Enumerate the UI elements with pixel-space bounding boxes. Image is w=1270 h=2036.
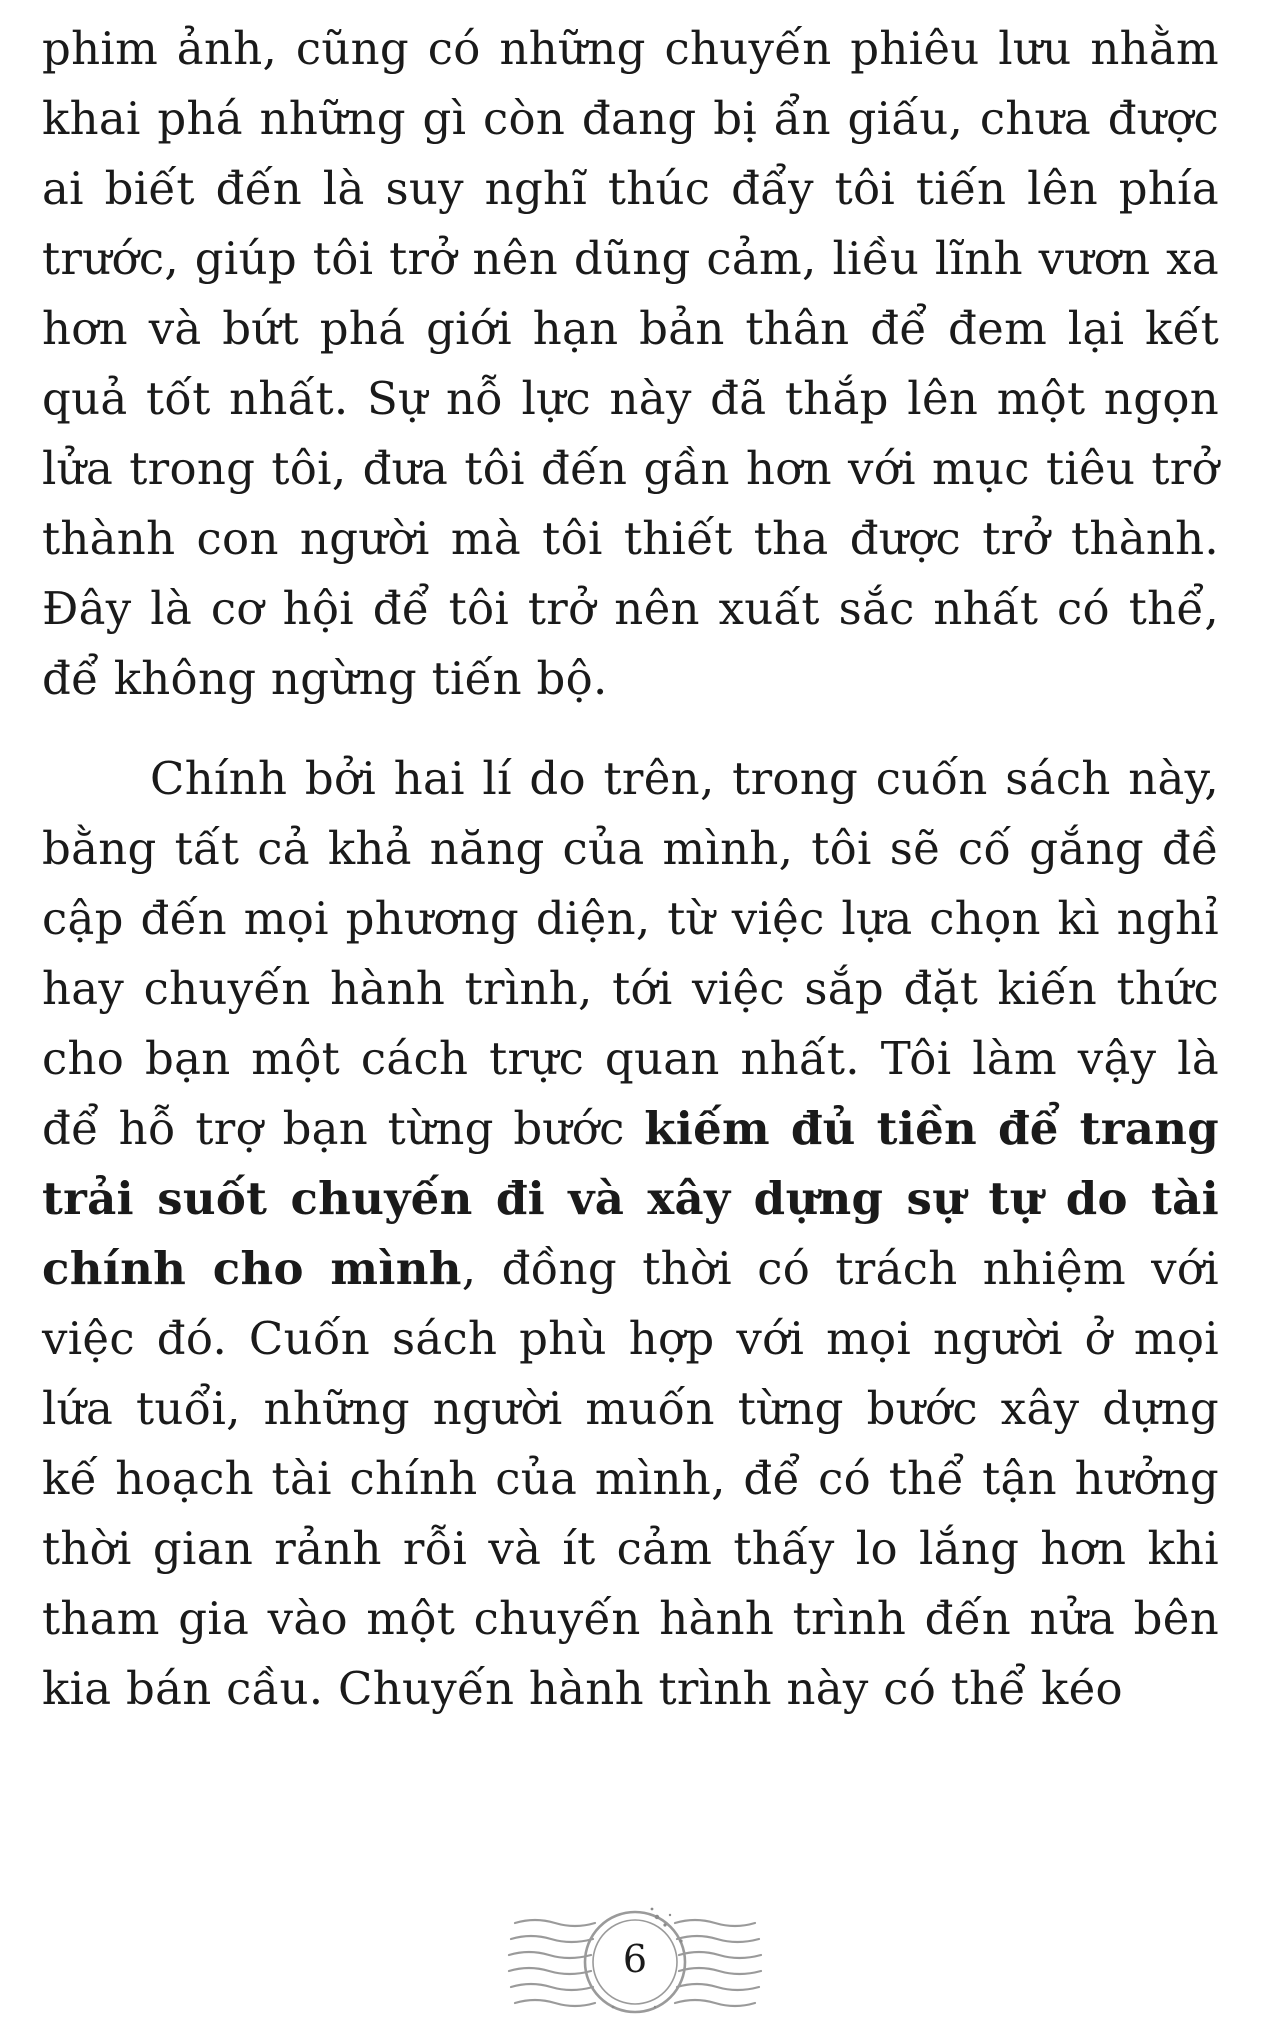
- paragraph-2: [42, 744, 1219, 1724]
- page-number: 6: [622, 1937, 648, 1981]
- book-page-body: [42, 14, 1219, 1724]
- paragraph-2-text-end: , đồng thời có trách nhiệm với việc đó. Cuốn sách phù hợp với mọi người ở mọi lứa tuổi, những người muốn từng bước xây dựng kế hoạch tài chính của mình, để có thể tận hưởng thời gian rảnh rỗi và ít cảm thấy lo lắng hơn khi tham gia vào một chuyến hành trình đến nửa bên kia bán cầu. Chuyến hành trình này có thể kéo: [42, 1242, 1219, 1715]
- paragraph-1-text: phim ảnh, cũng có những chuyến phiêu lưu nhằm khai phá những gì còn đang bị ẩn giấu, chưa được ai biết đến là suy nghĩ thúc đẩy tôi tiến lên phía trước, giúp tôi trở nên dũng cảm, liều lĩnh vươn xa hơn và bứt phá giới hạn bản thân để đem lại kết quả tốt nhất. Sự nỗ lực này đã thắp lên một ngọn lửa trong tôi, đưa tôi đến gần hơn với mục tiêu trở thành con người mà tôi thiết tha được trở thành. Đây là cơ hội để tôi trở nên xuất sắc nhất có thể, để không ngừng tiến bộ.: [42, 22, 1219, 705]
- paragraph-1: [42, 14, 1219, 714]
- page-footer: [0, 1895, 1270, 2025]
- paragraph-2-bold-emphasis: kiếm đủ tiền để trang trải suốt chuyến đi và xây dựng sự tự do tài chính cho mình: [42, 1102, 1220, 1295]
- paragraph-2-text-start: Chính bởi hai lí do trên, trong cuốn sách này, bằng tất cả khả năng của mình, tôi sẽ cố gắng đề cập đến mọi phương diện, từ việc lựa chọn kì nghỉ hay chuyến hành trình, tới việc sắp đặt kiến thức cho bạn một cách trực quan nhất. Tôi làm vậy là để hỗ trợ bạn từng bước: [42, 752, 1219, 1155]
